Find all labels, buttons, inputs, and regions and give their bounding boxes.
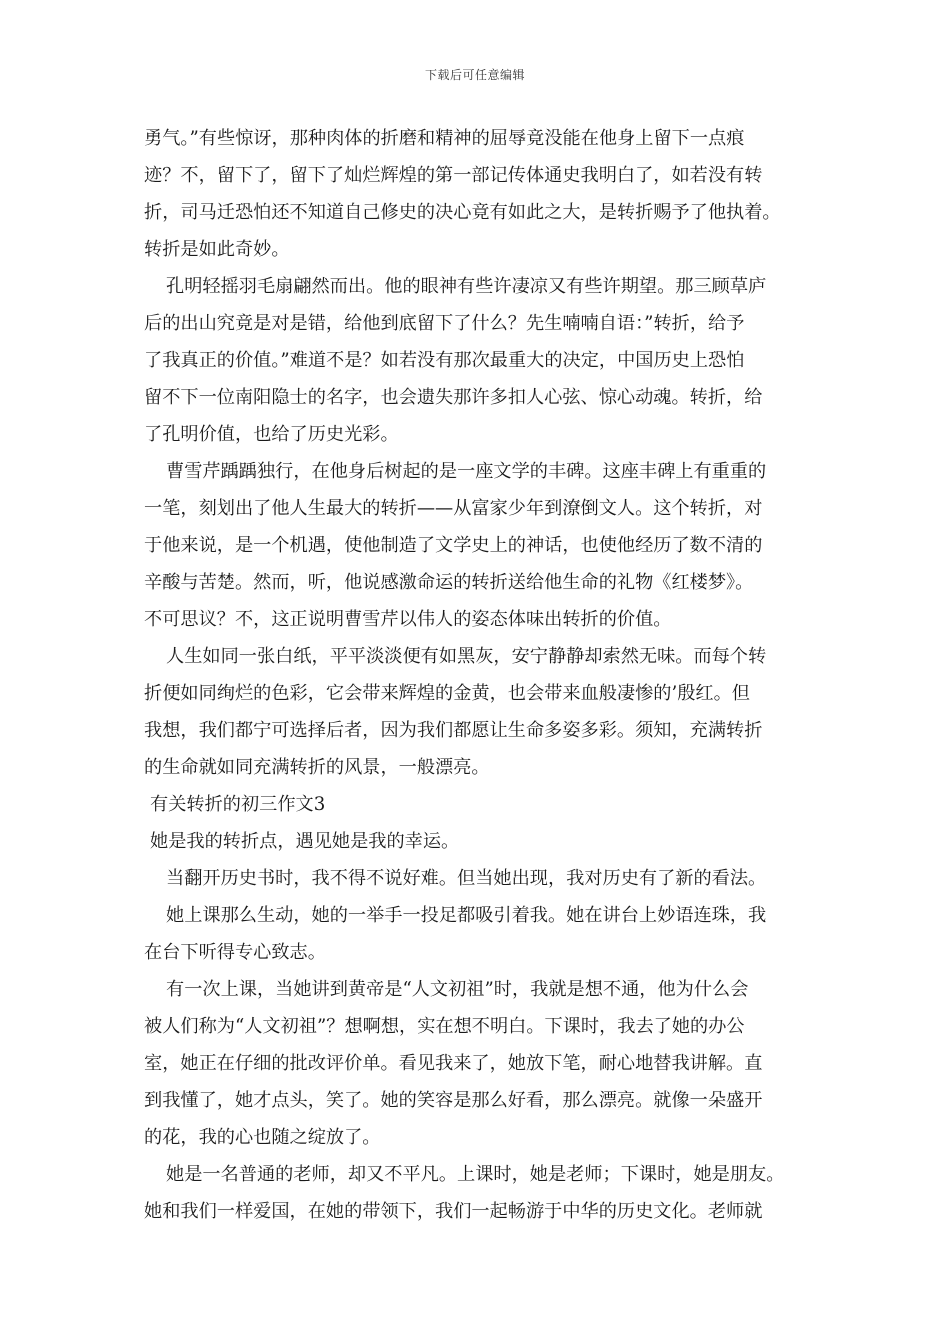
text-line: 孔明轻摇羽毛扇翩然而出。他的眼神有些许凄凉又有些许期望。那三顾草庐 — [166, 276, 767, 297]
page-header: 下载后可任意编辑 — [424, 68, 525, 82]
text-line: 折，司马迁恐怕还不知道自己修史的决心竟有如此之大，是转折赐予了他执着。 — [144, 202, 781, 223]
text-line: 一笔，刻划出了他人生最大的转折——从富家少年到潦倒文人。这个转折，对 — [144, 498, 763, 519]
text-line: 留不下一位南阳隐士的名字，也会遗失那许多扣人心弦、惊心动魂。转折，给 — [144, 387, 763, 408]
text-line: 后的出山究竟是对是错，给他到底留下了什么？先生喃喃自语：”转折，给予 — [144, 313, 745, 334]
text-line: 有关转折的初三作文3 — [150, 794, 326, 815]
text-line: 迹？不，留下了，留下了灿烂辉煌的第一部记传体通史我明白了，如若没有转 — [144, 165, 763, 186]
text-line: 不可思议？不，这正说明曹雪芹以伟人的姿态体味出转折的价值。 — [144, 609, 672, 630]
text-line: 室，她正在仔细的批改评价单。看见我来了，她放下笔，耐心地替我讲解。直 — [144, 1053, 763, 1074]
text-line: 辛酸与苦楚。然而，听，他说感激命运的转折送给他生命的礼物《红楼梦》。 — [144, 572, 754, 593]
text-line: 于他来说，是一个机遇，使他制造了文学史上的神话，也使他经历了数不清的 — [144, 535, 763, 556]
text-line: 曹雪芹踽踽独行，在他身后树起的是一座文学的丰碑。这座丰碑上有重重的 — [166, 461, 767, 482]
text-line: 被人们称为“人文初祖”？想啊想，实在想不明白。下课时，我去了她的办公 — [144, 1016, 745, 1037]
text-line: 折便如同绚烂的色彩，它会带来辉煌的金黄，也会带来血般凄惨的’殷红。但 — [144, 683, 750, 704]
text-line: 她是一名普通的老师，却又不平凡。上课时，她是老师；下课时，她是朋友。 — [166, 1164, 785, 1185]
text-line: 她上课那么生动，她的一举手一投足都吸引着我。她在讲台上妙语连珠，我 — [166, 905, 767, 926]
text-line: 在台下听得专心致志。 — [144, 942, 326, 963]
text-line: 勇气。”有些惊讶，那种肉体的折磨和精神的屈辱竟没能在他身上留下一点痕 — [144, 128, 745, 149]
text-line: 了孔明价值，也给了历史光彩。 — [144, 424, 399, 445]
text-line: 她和我们一样爱国，在她的带领下，我们一起畅游于中华的历史文化。老师就 — [144, 1201, 763, 1222]
text-line: 的生命就如同充满转折的风景，一般漂亮。 — [144, 757, 490, 778]
document-body — [144, 120, 812, 1230]
text-line: 转折是如此奇妙。 — [144, 239, 290, 260]
text-line: 人生如同一张白纸，平平淡淡便有如黑灰，安宁静静却索然无味。而每个转 — [166, 646, 767, 667]
text-line: 有一次上课，当她讲到黄帝是“人文初祖”时，我就是想不通，他为什么会 — [166, 979, 749, 1000]
text-line: 了我真正的价值。”难道不是？如若没有那次最重大的决定，中国历史上恐怕 — [144, 350, 745, 371]
text-line: 到我懂了，她才点头，笑了。她的笑容是那么好看，那么漂亮。就像一朵盛开 — [144, 1090, 763, 1111]
text-line: 我想，我们都宁可选择后者，因为我们都愿让生命多姿多彩。须知，充满转折 — [144, 720, 763, 741]
text-line: 她是我的转折点，遇见她是我的幸运。 — [150, 831, 460, 852]
text-line: 的花，我的心也随之绽放了。 — [144, 1127, 381, 1148]
text-line: 当翻开历史书时，我不得不说好难。但当她出现，我对历史有了新的看法。 — [166, 868, 767, 889]
